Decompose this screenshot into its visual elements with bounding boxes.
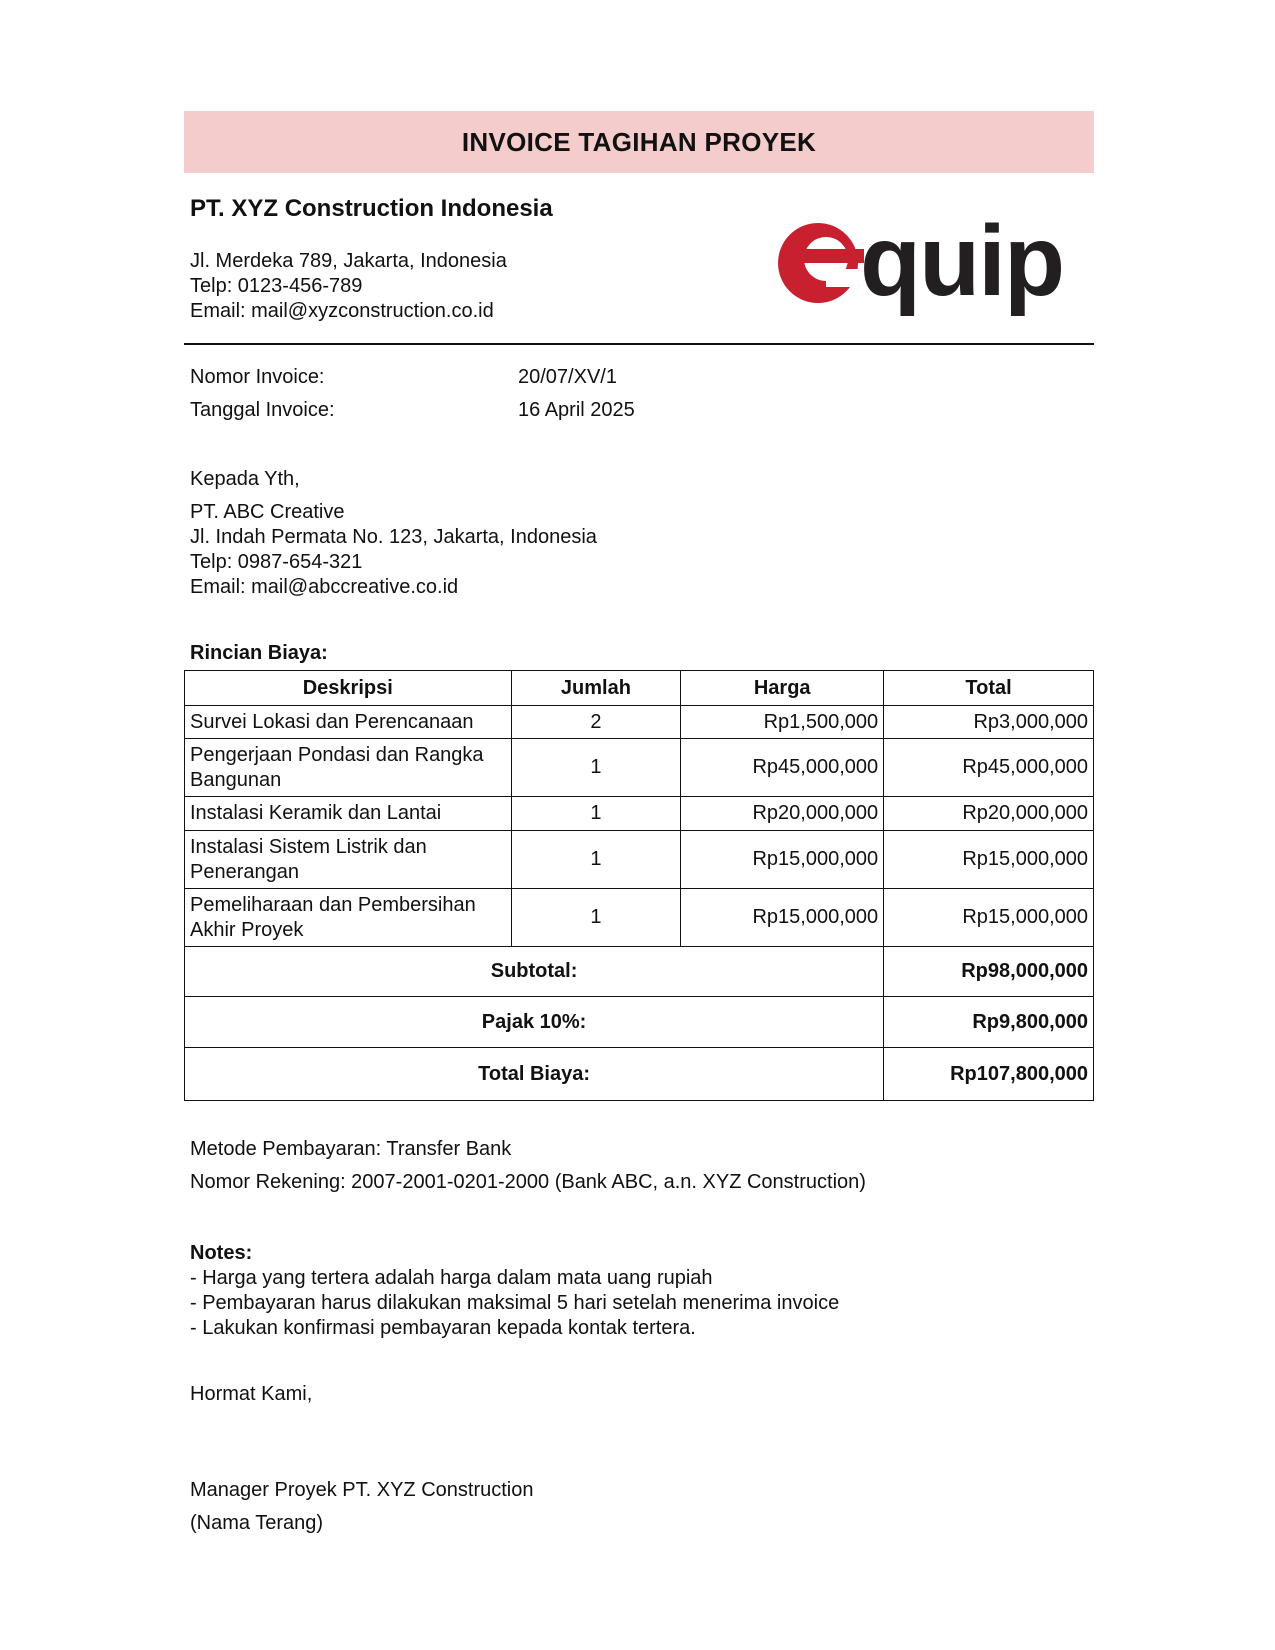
- invoice-number-label: Nomor Invoice:: [190, 366, 325, 388]
- recipient-block: [190, 467, 597, 600]
- subtotal-value: Rp98,000,000: [884, 947, 1094, 997]
- signer-title: Manager Proyek PT. XYZ Construction: [190, 1479, 534, 1501]
- column-header-description: Deskripsi: [185, 671, 512, 706]
- recipient-phone: Telp: 0987-654-321: [190, 551, 363, 573]
- invoice-date-row: [190, 399, 635, 432]
- subtotal-row: [185, 947, 1094, 997]
- row-price: Rp45,000,000: [681, 739, 884, 797]
- notes-heading: Notes:: [190, 1242, 253, 1264]
- header-divider: [184, 343, 1094, 345]
- signature-block: [190, 1479, 533, 1545]
- grand-total-label: Total Biaya:: [185, 1048, 884, 1101]
- invoice-page: [184, 111, 1094, 1534]
- recipient-address: Jl. Indah Permata No. 123, Jakarta, Indonesia: [190, 526, 597, 548]
- signer-name: (Nama Terang): [190, 1512, 324, 1534]
- payment-account: Nomor Rekening: 2007-2001-0201-2000 (Bank ABC, a.n. XYZ Construction): [190, 1171, 866, 1193]
- tax-label: Pajak 10%:: [185, 997, 884, 1048]
- column-header-price: Harga: [681, 671, 884, 706]
- table-header-row: [185, 671, 1094, 706]
- table-row: [185, 797, 1094, 831]
- row-total: Rp20,000,000: [884, 797, 1094, 831]
- logo-wordmark: quip: [860, 205, 1064, 317]
- row-quantity: 1: [511, 889, 681, 947]
- sender-email: Email: mail@xyzconstruction.co.id: [190, 300, 494, 322]
- invoice-title-bar: [184, 111, 1094, 173]
- note-item: - Lakukan konfirmasi pembayaran kepada kontak tertera.: [190, 1317, 696, 1339]
- closing-salutation: Hormat Kami,: [190, 1383, 313, 1405]
- grand-total-row: [185, 1048, 1094, 1101]
- notes-block: [190, 1241, 839, 1341]
- row-total: Rp15,000,000: [884, 831, 1094, 889]
- row-quantity: 1: [511, 797, 681, 831]
- row-total: Rp15,000,000: [884, 889, 1094, 947]
- row-price: Rp15,000,000: [681, 831, 884, 889]
- sender-contact: [190, 249, 507, 324]
- row-total: Rp45,000,000: [884, 739, 1094, 797]
- sender-phone: Telp: 0123-456-789: [190, 275, 363, 297]
- recipient-email: Email: mail@abccreative.co.id: [190, 576, 459, 598]
- table-row: [185, 706, 1094, 739]
- table-row: [185, 831, 1094, 889]
- row-price: Rp15,000,000: [681, 889, 884, 947]
- invoice-title: INVOICE TAGIHAN PROYEK: [461, 126, 817, 157]
- row-quantity: 2: [511, 706, 681, 739]
- sender-company-name: PT. XYZ Construction Indonesia: [190, 195, 553, 222]
- cost-table: [184, 670, 1094, 1101]
- invoice-meta: [190, 366, 635, 432]
- payment-info: [190, 1138, 866, 1204]
- details-label: Rincian Biaya:: [190, 642, 328, 664]
- note-item: - Harga yang tertera adalah harga dalam mata uang rupiah: [190, 1267, 713, 1289]
- row-description: Pengerjaan Pondasi dan Rangka Bangunan: [185, 739, 512, 797]
- column-header-total: Total: [884, 671, 1094, 706]
- equip-logo: [778, 193, 1068, 323]
- invoice-date-label: Tanggal Invoice:: [190, 399, 335, 421]
- logo-e-mark: [778, 223, 866, 303]
- sender-address: Jl. Merdeka 789, Jakarta, Indonesia: [190, 250, 507, 272]
- row-quantity: 1: [511, 831, 681, 889]
- tax-row: [185, 997, 1094, 1048]
- sender-header: [184, 173, 1094, 345]
- row-description: Pemeliharaan dan Pembersihan Akhir Proyek: [185, 889, 512, 947]
- row-price: Rp20,000,000: [681, 797, 884, 831]
- invoice-number-row: [190, 366, 635, 399]
- table-row: [185, 889, 1094, 947]
- row-description: Survei Lokasi dan Perencanaan: [185, 706, 512, 739]
- row-price: Rp1,500,000: [681, 706, 884, 739]
- tax-value: Rp9,800,000: [884, 997, 1094, 1048]
- invoice-date-value: 16 April 2025: [518, 399, 635, 421]
- recipient-greeting: Kepada Yth,: [190, 468, 300, 490]
- subtotal-label: Subtotal:: [185, 947, 884, 997]
- table-row: [185, 739, 1094, 797]
- row-description: Instalasi Sistem Listrik dan Penerangan: [185, 831, 512, 889]
- grand-total-value: Rp107,800,000: [884, 1048, 1094, 1101]
- row-total: Rp3,000,000: [884, 706, 1094, 739]
- column-header-quantity: Jumlah: [511, 671, 681, 706]
- note-item: - Pembayaran harus dilakukan maksimal 5 hari setelah menerima invoice: [190, 1292, 840, 1314]
- payment-method: Metode Pembayaran: Transfer Bank: [190, 1138, 512, 1160]
- row-description: Instalasi Keramik dan Lantai: [185, 797, 512, 831]
- recipient-name: PT. ABC Creative: [190, 501, 345, 523]
- row-quantity: 1: [511, 739, 681, 797]
- invoice-number-value: 20/07/XV/1: [518, 366, 617, 388]
